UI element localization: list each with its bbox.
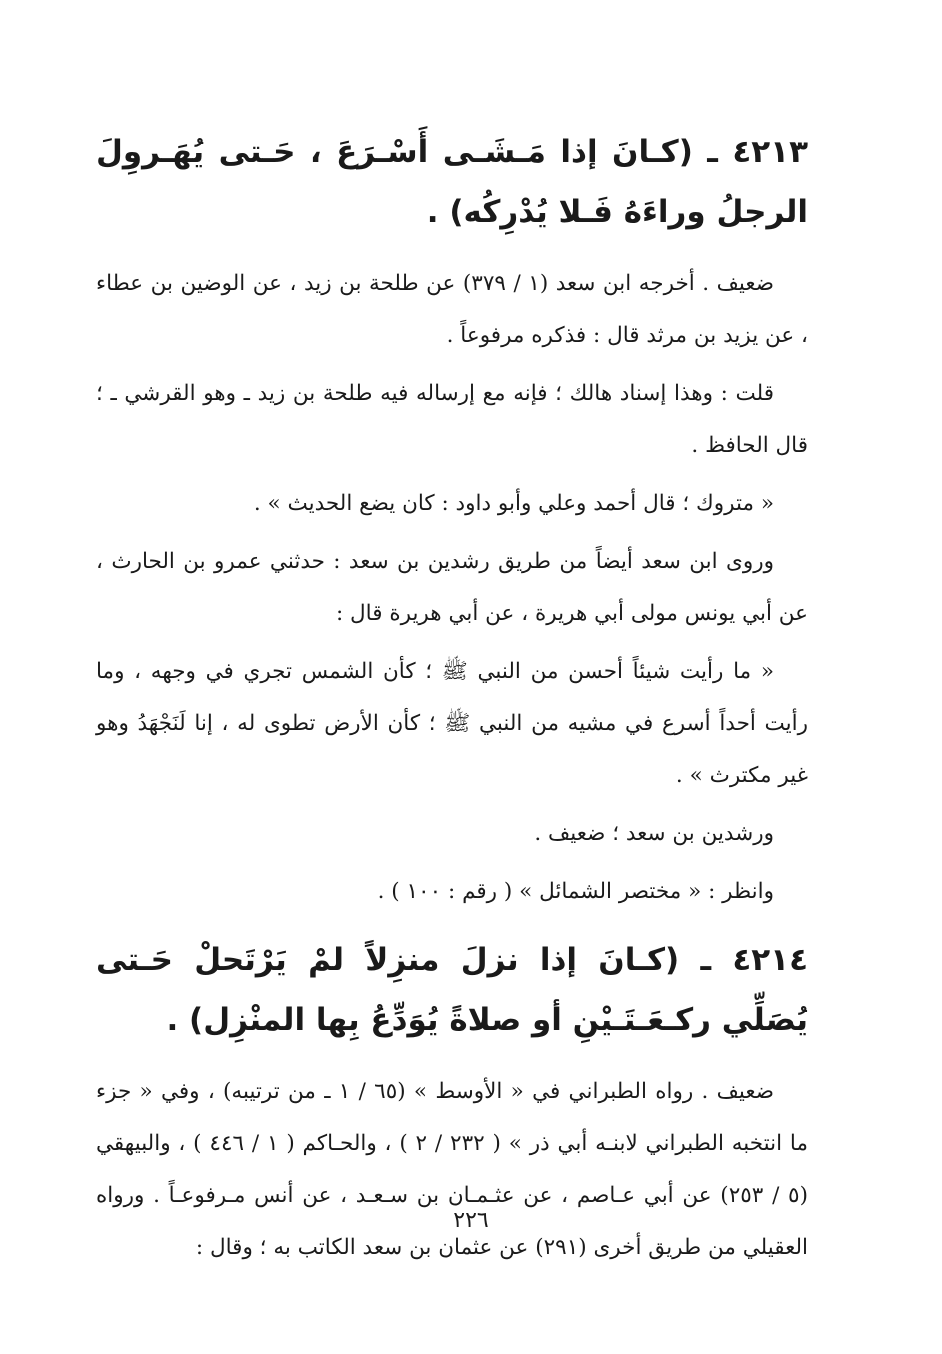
hadith-4214-title: ٤٢١٤ ـ (كـانَ إذا نزلَ منزِلاً لمْ يَرْتَحلْ حَـتى يُصَلِّي ركـعَـتَـيْنِ أو صلاةً يُوَدِّعُ بِها المنْزِل) . bbox=[96, 942, 808, 1038]
paragraph-4214-grading: ضعيف . رواه الطبراني في « الأوسط » (٦٥ / ١ ـ من ترتيبه) ، وفي « جزء ما انتخبه الطبراني لابنـه أبي ذر » ( ٢٣٢ / ٢ ) ، والحـاكم ( ١ / ٤٤٦ ) ، والبيهقي (٥ / ٢٥٣) عن أبي عـاصم ، عن عثـمـان بن سـعـد ، عن أنس مـرفوعـاً . ورواه العقيلي من طريق أخرى (٢٩١) عن عثمان بن سعد الكاتب به ؛ وقال : bbox=[96, 1079, 809, 1260]
paragraph-4213-isnad-note: قلت : وهذا إسناد هالك ؛ فإنه مع إرساله فيه طلحة بن زيد ـ وهو القرشي ـ ؛ قال الحافظ . bbox=[96, 381, 808, 458]
paragraph-4213-ibn-saad-route: وروى ابن سعد أيضاً من طريق رشدين بن سعد : حدثني عمرو بن الحارث ، عن أبي يونس مولى أبي هريرة ، عن أبي هريرة قال : bbox=[96, 549, 808, 626]
paragraph-4213-grading: ضعيف . أخرجه ابن سعد (١ / ٣٧٩) عن طلحة بن زيد ، عن الوضين بن عطاء ، عن يزيد بن مرثد قال : فذكره مرفوعاً . bbox=[96, 271, 808, 348]
paragraph-4213-rishdin-note: ورشدين بن سعد ؛ ضعيف . bbox=[534, 821, 774, 846]
paragraph-4213-hafiz-quote: « متروك ؛ قال أحمد وعلي وأبو داود : كان يضع الحديث » . bbox=[253, 491, 774, 516]
hadith-4213-title: ٤٢١٣ ـ (كـانَ إذا مَـشَـى أَسْـرَعَ ، حَـتى يُهَـروِلَ الرجلُ وراءَهُ فَـلا يُدْرِكُه) . bbox=[96, 134, 808, 230]
paragraph-4213-abu-hurayra-quote: « ما رأيت شيئاً أحسن من النبي ﷺ ؛ كأن الشمس تجري في وجهه ، وما رأيت أحداً أسرع في مشيه من النبي ﷺ ؛ كأن الأرض تطوى له ، إنا لَنَجْهَدُ وهو غير مكترث » . bbox=[96, 659, 808, 788]
paragraph-4213-see-also: وانظر : « مختصر الشمائل » ( رقم : ١٠٠ ) . bbox=[377, 879, 774, 904]
page-number: ٢٢٦ bbox=[453, 1208, 489, 1233]
document-page bbox=[96, 122, 808, 1280]
